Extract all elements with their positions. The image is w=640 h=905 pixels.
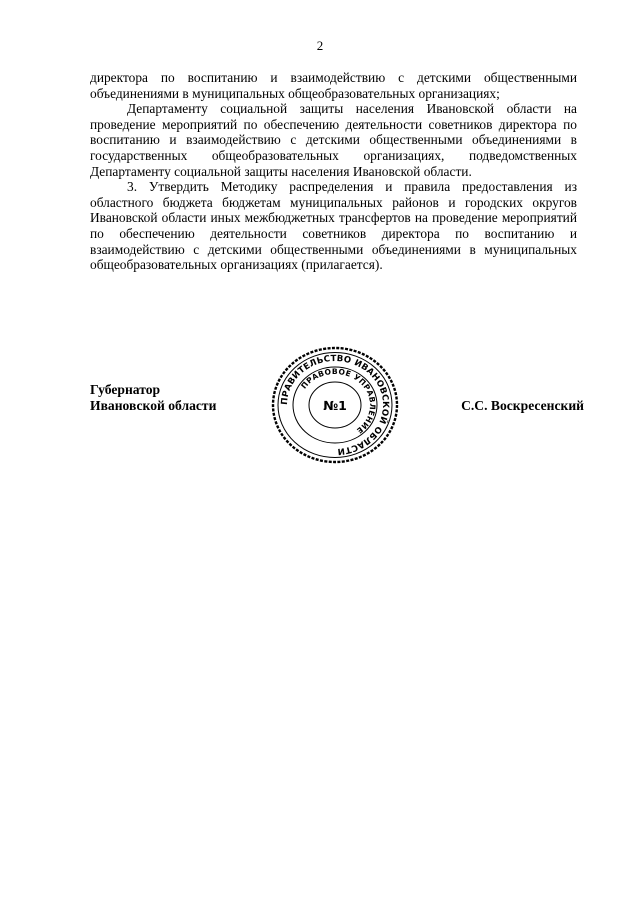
stamp-seal-icon: [270, 345, 400, 465]
signatory-name: С.С. Воскресенский: [461, 398, 584, 413]
document-body: [90, 70, 577, 273]
stamp-number: №1: [323, 398, 347, 413]
paragraph-department: Департаменту социальной защиты населения Ивановской области на проведение мероприятий по обеспечению деятельности советников директора по воспитанию и взаимодействию с детскими общественными объединениями в государственных общеобразовательных организациях, подведомственных Департаменту социальной защиты населения Ивановской области.: [90, 101, 577, 179]
paragraph-item-3: 3. Утвердить Методику распределения и правила предоставления из областного бюджета бюджетам муниципальных районов и городских округов Ивановской области иных межбюджетных трансфертов на проведение мероприятий по обеспечению деятельности советников директора по воспитанию и взаимодействию с детскими общественными объединениями в муниципальных общеобразовательных организациях (прилагается).: [90, 179, 577, 273]
paragraph-continuation: директора по воспитанию и взаимодействию с детскими общественными объединениями в муниципальных общеобразовательных организациях;: [90, 70, 577, 101]
page-number: 2: [316, 38, 324, 53]
stamp-inner-text: ПРАВОВОЕ УПРАВЛЕНИЕ: [299, 366, 378, 436]
official-stamp: [270, 345, 400, 465]
signatory-position-line1: Губернатор: [90, 382, 161, 397]
signatory-position: [90, 382, 216, 414]
stamp-outer-text: ПРАВИТЕЛЬСТВО ИВАНОВСКОЙ ОБЛАСТИ: [279, 353, 391, 457]
signatory-position-line2: Ивановской области: [90, 398, 217, 413]
